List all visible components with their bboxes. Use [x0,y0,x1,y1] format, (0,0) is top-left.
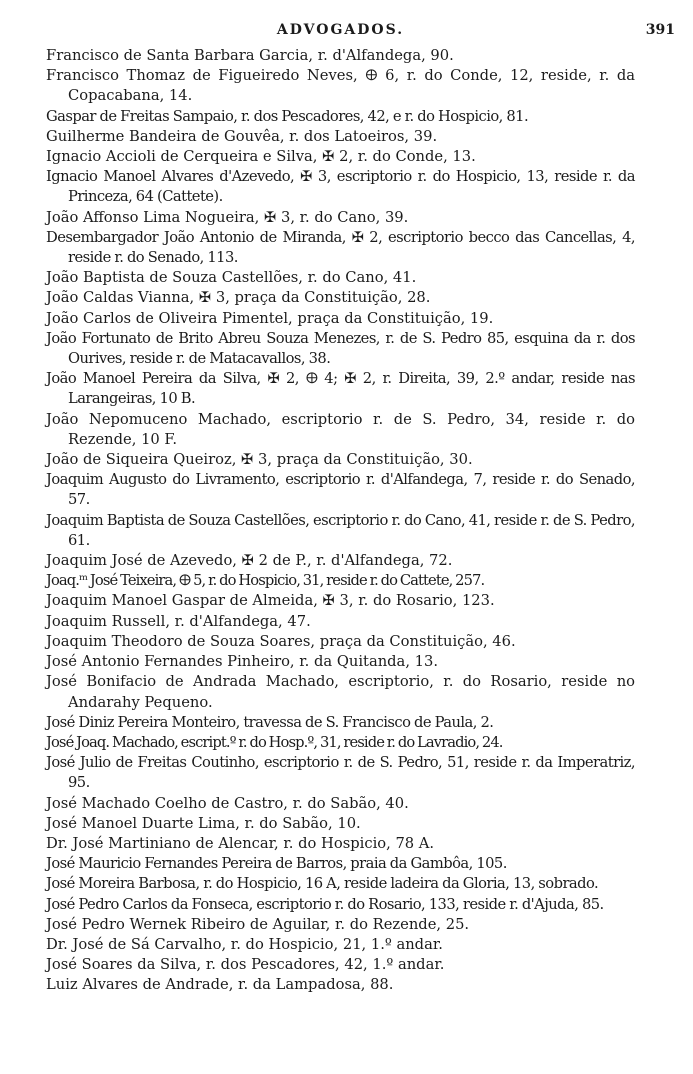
list-item: José Manoel Duarte Lima, r. do Sabão, 10. [46,814,361,832]
list-item: José Julio de Freitas Coutinho, escriptorio r. de S. Pedro, 51, reside r. da Imperatriz, 95. [46,754,635,792]
list-item: Joaquim José de Azevedo, ✠ 2 de P., r. d'Alfandega, 72. [46,552,453,570]
list-item: José Pedro Wernek Ribeiro de Aguilar, r. do Rezende, 25. [46,915,470,933]
list-item: Ignacio Manoel Alvares d'Azevedo, ✠ 3, escriptorio r. do Hospicio, 13, reside r. da Princeza, 64 (Cattete). [46,168,635,206]
list-item: João de Siqueira Queiroz, ✠ 3, praça da Constituição, 30. [46,451,473,469]
list-item: José Pedro Carlos da Fonseca, escriptorio r. do Rosario, 133, reside r. d'Ajuda, 85. [46,895,604,913]
list-item: João Affonso Lima Nogueira, ✠ 3, r. do Cano, 39. [46,208,409,226]
list-item: Ignacio Accioli de Cerqueira e Silva, ✠ 2, r. do Conde, 13. [46,148,476,166]
list-item: José Antonio Fernandes Pinheiro, r. da Quitanda, 13. [46,653,439,671]
list-item: Joaquim Theodoro de Souza Soares, praça da Constituição, 46. [46,632,516,650]
list-item: João Baptista de Souza Castellões, r. do Cano, 41. [46,269,417,287]
list-item: João Manoel Pereira da Silva, ✠ 2, 🜨 4; ✠ 2, r. Direita, 39, 2.º andar, reside nas Larangeiras, 10 B. [46,370,635,408]
list-item: João Carlos de Oliveira Pimentel, praça da Constituição, 19. [46,309,494,327]
list-item: Guilherme Bandeira de Gouvêa, r. dos Latoeiros, 39. [46,127,438,145]
list-item: Joaq.ᵐ José Teixeira, 🜨 5, r. do Hospicio, 31, reside r. do Cattete, 257. [46,572,485,590]
list-item: Dr. José Martiniano de Alencar, r. do Hospicio, 78 A. [46,834,435,852]
list-item: José Soares da Silva, r. dos Pescadores, 42, 1.º andar. [46,956,445,974]
list-item: José Mauricio Fernandes Pereira de Barros, praia da Gambôa, 105. [46,855,507,873]
list-item: Joaquim Augusto do Livramento, escriptorio r. d'Alfandega, 7, reside r. do Senado, 57. [46,471,635,509]
list-item: Joaquim Manoel Gaspar de Almeida, ✠ 3, r. do Rosario, 123. [46,592,495,610]
list-item: José Diniz Pereira Monteiro, travessa de S. Francisco de Paula, 2. [46,713,494,731]
list-item: Francisco de Santa Barbara Garcia, r. d'Alfandega, 90. [46,47,454,64]
running-head: ADVOGADOS. [276,22,405,38]
list-item: Desembargador João Antonio de Miranda, ✠ 2, escriptorio becco das Cancellas, 4, reside r. do Senado, 113. [46,228,635,267]
page-number: 391 [645,22,675,38]
list-item: João Nepomuceno Machado, escriptorio r. de S. Pedro, 34, reside r. do Rezende, 10 F. [46,410,635,448]
list-item: Joaquim Baptista de Souza Castellões, escriptorio r. do Cano, 41, reside r. de S. Pedro, 61. [46,511,635,549]
list-item: Francisco Thomaz de Figueiredo Neves, 🜨 6, r. do Conde, 12, reside, r. da Copacabana, 14. [46,67,635,105]
list-item: Luiz Alvares de Andrade, r. da Lampadosa, 88. [46,976,394,994]
list-item: José Machado Coelho de Castro, r. do Sabão, 40. [46,794,409,812]
list-item: Joaquim Russell, r. d'Alfandega, 47. [46,612,311,630]
list-item: José Joaq. Machado, escript.º r. do Hosp.º, 31, reside r. do Lavradio, 24. [46,733,503,751]
list-item: José Bonifacio de Andrada Machado, escriptorio, r. do Rosario, reside no Andarahy Pequeno. [46,673,635,711]
advocate-list [46,46,635,996]
list-item: João Caldas Vianna, ✠ 3, praça da Constituição, 28. [46,289,431,307]
page-header [46,20,675,46]
list-item: João Fortunato de Brito Abreu Souza Menezes, r. de S. Pedro 85, esquina da r. dos Ourives, reside r. de Matacavallos, 38. [46,329,635,368]
list-item: José Moreira Barbosa, r. do Hospicio, 16 A, reside ladeira da Gloria, 13, sobrado. [46,875,599,893]
list-item: Gaspar de Freitas Sampaio, r. dos Pescadores, 42, e r. do Hospicio, 81. [46,107,529,125]
list-item: Dr. José de Sá Carvalho, r. do Hospicio, 21, 1.º andar. [46,935,443,953]
